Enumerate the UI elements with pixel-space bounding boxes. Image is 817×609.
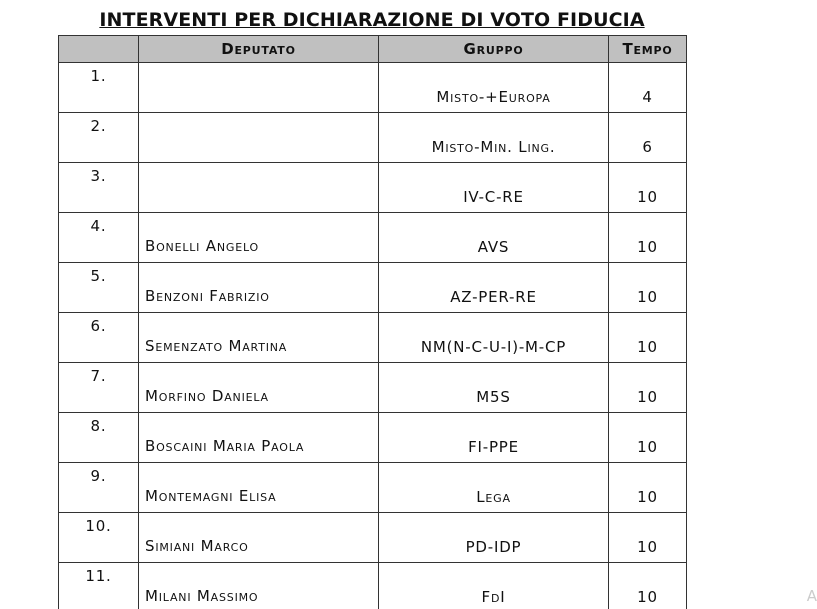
row-deputato (139, 63, 379, 113)
row-gruppo: M5S (379, 363, 609, 413)
row-number: 5. (59, 263, 139, 313)
table-row (59, 513, 687, 563)
row-deputato (139, 163, 379, 213)
row-number: 11. (59, 563, 139, 609)
corner-glyph: A (806, 587, 817, 605)
row-number: 1. (59, 63, 139, 113)
row-number: 9. (59, 463, 139, 513)
row-number: 10. (59, 513, 139, 563)
row-number: 6. (59, 313, 139, 363)
table-row (59, 263, 687, 313)
row-tempo: 10 (609, 363, 687, 413)
table-row (59, 113, 687, 163)
speakers-table (58, 35, 687, 609)
row-deputato: Milani Massimo (139, 563, 379, 609)
table-row (59, 63, 687, 113)
row-gruppo: AVS (379, 213, 609, 263)
row-tempo: 10 (609, 163, 687, 213)
row-tempo: 10 (609, 213, 687, 263)
row-gruppo: Misto-Min. Ling. (379, 113, 609, 163)
header-gruppo: Gruppo (379, 36, 609, 63)
header-number (59, 36, 139, 63)
row-gruppo: AZ-PER-RE (379, 263, 609, 313)
row-deputato: Morfino Daniela (139, 363, 379, 413)
row-deputato (139, 113, 379, 163)
row-tempo: 10 (609, 413, 687, 463)
row-gruppo: NM(N-C-U-I)-M-CP (379, 313, 609, 363)
row-tempo: 10 (609, 513, 687, 563)
table-row (59, 413, 687, 463)
row-deputato: Semenzato Martina (139, 313, 379, 363)
row-number: 7. (59, 363, 139, 413)
row-tempo: 6 (609, 113, 687, 163)
table-row (59, 363, 687, 413)
header-tempo: Tempo (609, 36, 687, 63)
table-row (59, 163, 687, 213)
header-row (59, 36, 687, 63)
table-row (59, 313, 687, 363)
header-deputato: Deputato (139, 36, 379, 63)
table-row (59, 213, 687, 263)
row-tempo: 10 (609, 263, 687, 313)
row-tempo: 10 (609, 313, 687, 363)
row-number: 4. (59, 213, 139, 263)
row-number: 3. (59, 163, 139, 213)
row-tempo: 4 (609, 63, 687, 113)
row-gruppo: Misto-+Europa (379, 63, 609, 113)
row-number: 2. (59, 113, 139, 163)
row-gruppo: FdI (379, 563, 609, 609)
row-tempo: 10 (609, 563, 687, 609)
row-deputato: Benzoni Fabrizio (139, 263, 379, 313)
row-number: 8. (59, 413, 139, 463)
row-deputato: Bonelli Angelo (139, 213, 379, 263)
row-deputato: Simiani Marco (139, 513, 379, 563)
row-gruppo: FI-PPE (379, 413, 609, 463)
document-title: INTERVENTI PER DICHIARAZIONE DI VOTO FIDUCIA (99, 9, 645, 31)
row-deputato: Boscaini Maria Paola (139, 413, 379, 463)
row-gruppo: IV-C-RE (379, 163, 609, 213)
row-gruppo: Lega (379, 463, 609, 513)
row-tempo: 10 (609, 463, 687, 513)
table-row (59, 563, 687, 609)
table-row (59, 463, 687, 513)
row-deputato: Montemagni Elisa (139, 463, 379, 513)
row-gruppo: PD-IDP (379, 513, 609, 563)
